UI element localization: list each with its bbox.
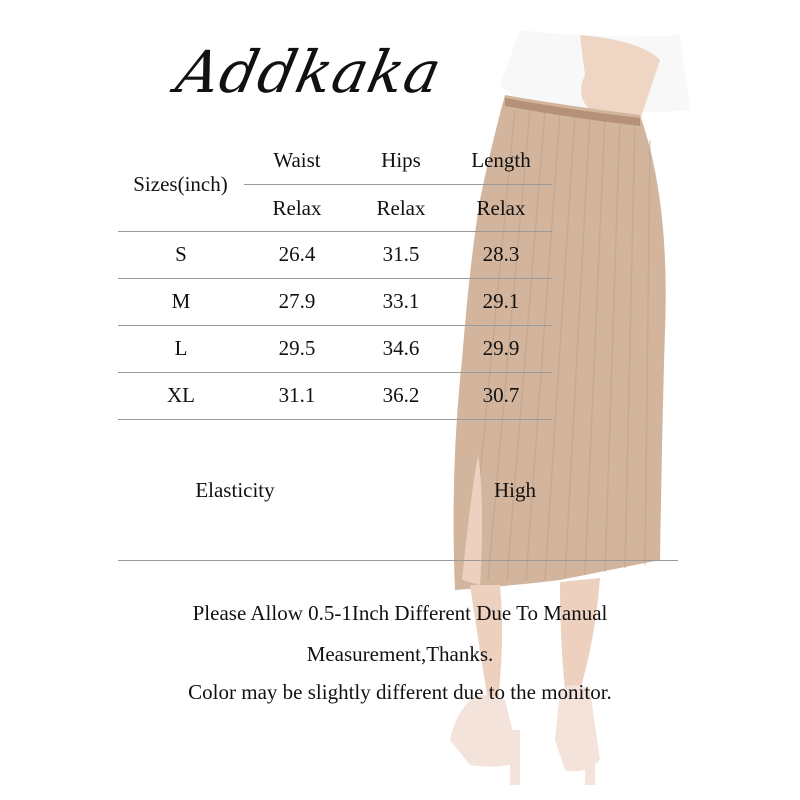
elasticity-label: Elasticity xyxy=(195,478,275,502)
brand-logo: Addkaka xyxy=(170,38,448,106)
column-header-length: Length xyxy=(471,148,531,172)
size-cell: L xyxy=(174,336,188,360)
note-line-2: Measurement,Thanks. xyxy=(306,642,494,666)
value-cell: 31.5 xyxy=(382,242,420,266)
divider xyxy=(118,372,552,373)
value-cell: 36.2 xyxy=(382,383,420,407)
value-cell: 29.9 xyxy=(482,336,520,360)
value-cell: 30.7 xyxy=(482,383,520,407)
value-cell: 29.5 xyxy=(278,336,316,360)
value-cell: 34.6 xyxy=(382,336,420,360)
table-corner: Sizes(inch) xyxy=(133,172,228,196)
size-cell: M xyxy=(171,289,191,313)
note-line-1: Please Allow 0.5-1Inch Different Due To Manual xyxy=(192,601,608,625)
divider xyxy=(118,419,552,420)
divider xyxy=(118,231,552,232)
size-cell: S xyxy=(175,242,187,266)
value-cell: 26.4 xyxy=(278,242,316,266)
divider xyxy=(118,325,552,326)
value-cell: 29.1 xyxy=(482,289,520,313)
value-cell: 28.3 xyxy=(482,242,520,266)
column-sub-hips: Relax xyxy=(376,196,426,220)
value-cell: 31.1 xyxy=(278,383,316,407)
column-header-waist: Waist xyxy=(273,148,321,172)
column-sub-length: Relax xyxy=(476,196,526,220)
elasticity-value: High xyxy=(494,478,536,502)
value-cell: 33.1 xyxy=(382,289,420,313)
column-header-hips: Hips xyxy=(381,148,421,172)
divider xyxy=(118,560,678,561)
column-sub-waist: Relax xyxy=(272,196,322,220)
value-cell: 27.9 xyxy=(278,289,316,313)
divider xyxy=(118,278,552,279)
note-line-3: Color may be slightly different due to the monitor. xyxy=(188,680,612,704)
divider xyxy=(244,184,552,185)
size-cell: XL xyxy=(167,383,195,407)
